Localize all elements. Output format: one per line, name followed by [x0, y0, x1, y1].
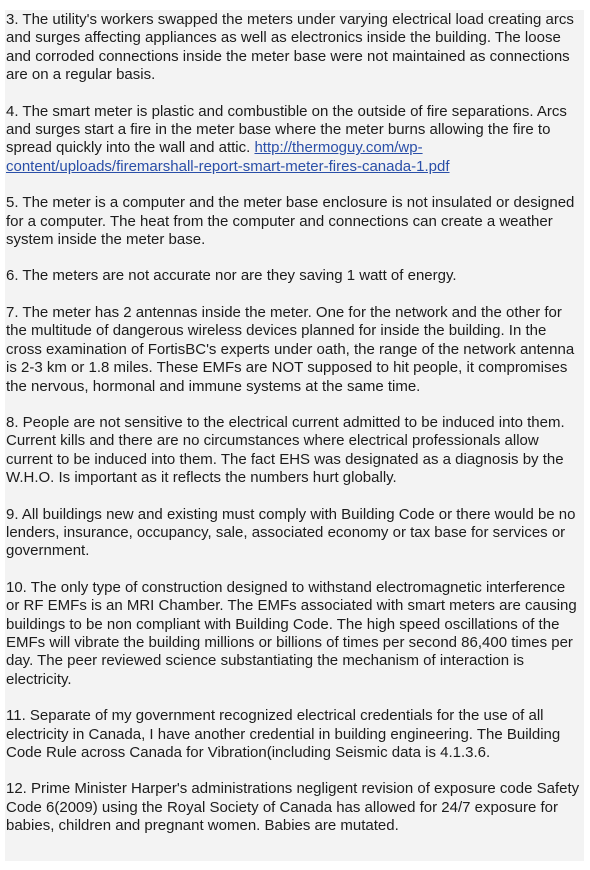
paragraph-item-9: 9. All buildings new and existing must comply with Building Code or there would be no lenders, insurance, occupancy, sale, associated economy or tax base for services or government.: [6, 505, 576, 560]
paragraph-item-4: 4. The smart meter is plastic and combustible on the outside of fire separations. Arcs and surges start a fire in the meter base where the meter burns allowing the fire to spread quickly into the wall and attic. http://thermoguy.com/wp-content/uploads/firemarshall-report-smart-meter-fires-canada-1.pdf: [6, 102, 567, 175]
fire-marshall-report-link[interactable]: http://thermoguy.com/wp-content/uploads/firemarshall-report-smart-meter-fires-canada-1.pdf: [6, 139, 450, 175]
paragraph-item-3: 3. The utility's workers swapped the meters under varying electrical load creating arcs and surges affecting appliances as well as electronics inside the building. The loose and corroded connections inside the meter base were not maintained as connections are on a regular basis.: [6, 11, 574, 84]
paragraph-item-10: 10. The only type of construction designed to withstand electromagnetic interference or RF EMFs is an MRI Chamber. The EMFs associated with smart meters are causing buildings to be non compliant with Building Code. The high speed oscillations of the EMFs will vibrate the building millions or billions of times per second 86,400 times per day. The peer reviewed science substantiating the mechanism of interaction is electricity.: [6, 578, 577, 688]
document-body: [5, 10, 584, 861]
paragraph-item-7: 7. The meter has 2 antennas inside the meter. One for the network and the other for the multitude of dangerous wireless devices planned for inside the building. In the cross examination of FortisBC's experts under oath, the range of the network antenna is 2-3 km or 1.8 miles. These EMFs are NOT supposed to hit people, it compromises the nervous, hormonal and immune systems at the same time.: [6, 303, 575, 395]
paragraph-item-6: 6. The meters are not accurate nor are they saving 1 watt of energy.: [6, 267, 457, 285]
paragraph-item-11: 11. Separate of my government recognized electrical credentials for the use of all electricity in Canada, I have another credential in building engineering. The Building Code Rule across Canada for Vibration(including Seismic data is 4.1.3.6.: [6, 707, 561, 761]
paragraph-item-8: 8. People are not sensitive to the electrical current admitted to be induced into them. Current kills and there are no circumstances where electrical professionals allow current to be induced into them. The fact EHS was designated as a diagnosis by the W.H.O. Is important as it reflects the numbers hurt globally.: [6, 413, 565, 487]
paragraph-item-5: 5. The meter is a computer and the meter base enclosure is not insulated or designed for a computer. The heat from the computer and connections can create a weather system inside the meter base.: [6, 194, 575, 249]
paragraph-item-12: 12. Prime Minister Harper's administrations negligent revision of exposure code Safety Code 6(2009) using the Royal Society of Canada has allowed for 24/7 exposure for babies, children and pregnant women. Babies are mutated.: [6, 780, 580, 835]
